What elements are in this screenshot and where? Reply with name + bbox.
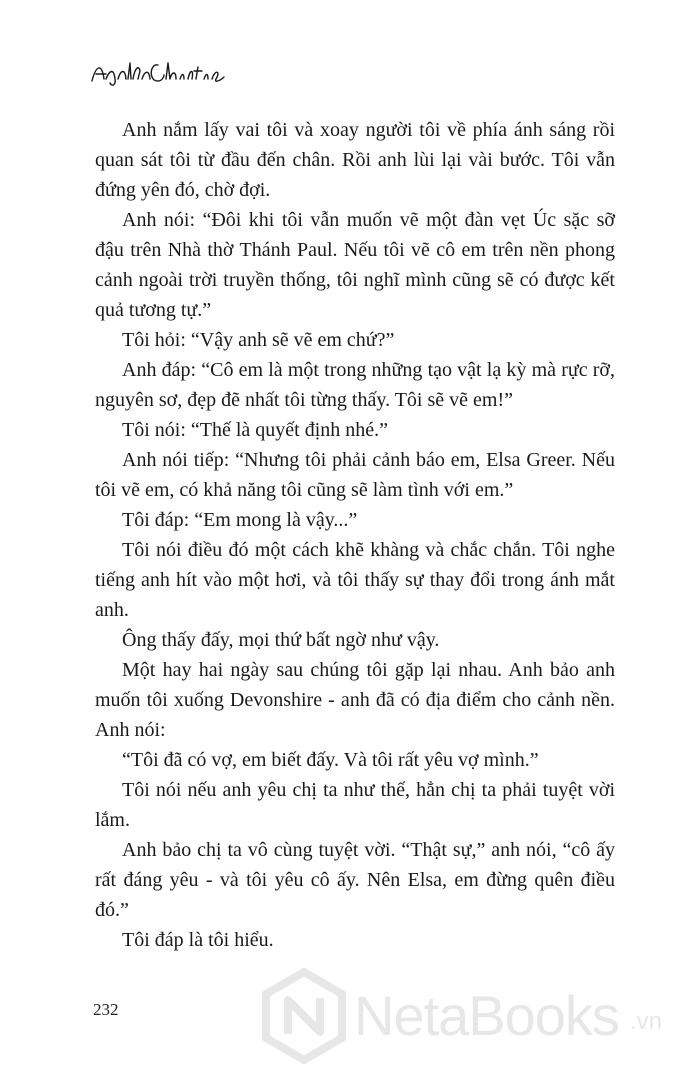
paragraph: Anh nói: “Đôi khi tôi vẫn muốn vẽ một đàn vẹt Úc sặc sỡ đậu trên Nhà thờ Thánh Paul. Nếu tôi vẽ cô em trên nền phong cảnh ngoài trời truyền thống, tôi nghĩ mình cũng sẽ có được kết quả tương tự.” [95, 209, 615, 321]
paragraph: Tôi đáp: “Em mong là vậy...” [122, 509, 358, 531]
paragraph: Tôi nói điều đó một cách khẽ khàng và chắc chắn. Tôi nghe tiếng anh hít vào một hơi, và tôi thấy sự thay đổi trong ánh mắt anh. [95, 539, 615, 621]
watermark [258, 968, 688, 1068]
paragraph: Tôi hỏi: “Vậy anh sẽ vẽ em chứ?” [122, 329, 395, 351]
paragraph: Ông thấy đấy, mọi thứ bất ngờ như vậy. [122, 629, 440, 651]
paragraph: Anh nói tiếp: “Nhưng tôi phải cảnh báo em, Elsa Greer. Nếu tôi vẽ em, có khả năng tôi cũng sẽ làm tình với em.” [95, 449, 615, 501]
paragraph: Tôi nói: “Thế là quyết định nhé.” [122, 419, 389, 441]
paragraph: Một hay hai ngày sau chúng tôi gặp lại nhau. Anh bảo anh muốn tôi xuống Devonshire - anh đã có địa điểm cho cảnh nền. Anh nói: [95, 659, 615, 741]
paragraph: Anh đáp: “Cô em là một trong những tạo vật lạ kỳ mà rực rỡ, nguyên sơ, đẹp đẽ nhất tôi từng thấy. Tôi sẽ vẽ em!” [95, 359, 615, 411]
paragraph: Anh bảo chị ta vô cùng tuyệt vời. “Thật sự,” anh nói, “cô ấy rất đáng yêu - và tôi yêu cô ấy. Nên Elsa, em đừng quên điều đó.” [95, 839, 615, 921]
signature-icon [88, 55, 238, 91]
watermark-name: NetaBooks [354, 984, 619, 1047]
paragraph: Tôi nói nếu anh yêu chị ta như thế, hẳn chị ta phải tuyệt vời lắm. [95, 779, 615, 831]
paragraph: Tôi đáp là tôi hiểu. [122, 929, 274, 951]
netabooks-n-logo-icon [258, 968, 350, 1064]
author-signature [88, 55, 238, 91]
watermark-tld: .vn [630, 1008, 663, 1035]
paragraph: Anh nắm lấy vai tôi và xoay người tôi về phía ánh sáng rồi quan sát tôi từ đầu đến chân. Rồi anh lùi lại vài bước. Tôi vẫn đứng yên đó, chờ đợi. [95, 119, 615, 201]
paragraph: “Tôi đã có vợ, em biết đấy. Và tôi rất yêu vợ mình.” [122, 749, 539, 771]
page-number: 232 [93, 1000, 119, 1019]
book-text [95, 115, 615, 955]
